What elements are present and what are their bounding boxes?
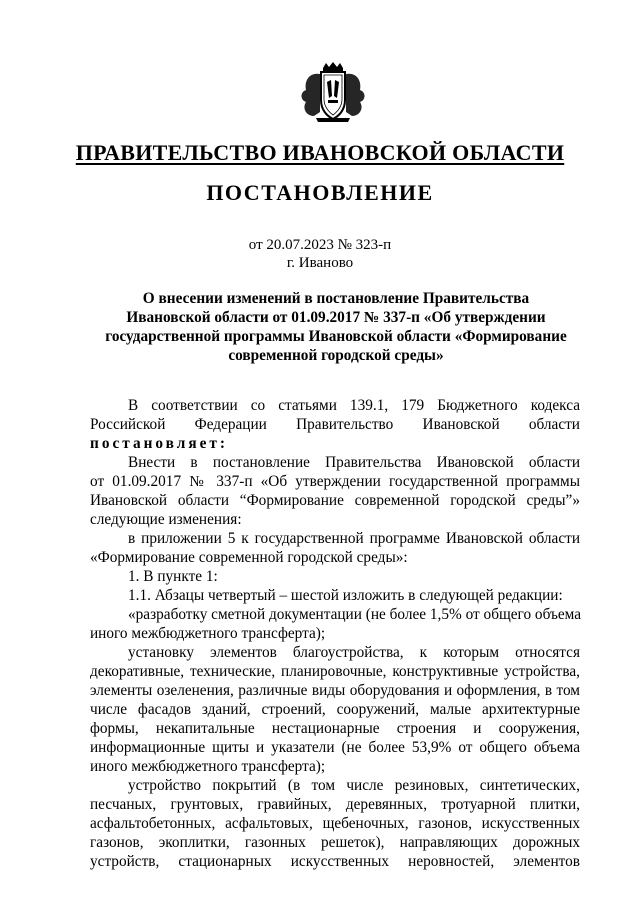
- body-line: установку элементов благоустройства, к которым относятся: [128, 644, 580, 661]
- document-date-number: от 20.07.2023 № 323-п: [248, 237, 392, 253]
- body-line: газонов, экоплитки, газонных решеток), направляющих дорожных: [90, 834, 580, 851]
- body-line: формы, некапитальные нестационарные строения и сооружения,: [90, 720, 580, 737]
- title-line: современной городской среды»: [228, 347, 444, 364]
- body-line: от 01.09.2017 № 337-п «Об утверждении государственной программы: [90, 473, 580, 490]
- decree-word: постановляет:: [90, 435, 228, 452]
- body-line: в приложении 5 к государственной программе Ивановской области: [128, 530, 580, 547]
- body-line: песчаных, грунтовых, гравийных, деревянных, тротуарной плитки,: [90, 796, 580, 813]
- body-line: В соответствии со статьями 139.1, 179 Бюджетного кодекса: [128, 397, 580, 414]
- document-title: [96, 289, 576, 365]
- body-line: информационные щиты и указатели (не более 53,9% от общего объема: [90, 739, 580, 756]
- document-body: [90, 396, 580, 871]
- body-line: иного межбюджетного трансферта);: [90, 625, 326, 642]
- body-line: числе фасадов зданий, строений, сооружений, малые архитектурные: [90, 701, 580, 718]
- body-line: следующие изменения:: [90, 511, 242, 528]
- title-line: О внесении изменений в постановление Правительства: [142, 290, 530, 307]
- body-line: устройство покрытий (в том числе резиновых, синтетических,: [128, 777, 580, 794]
- document-city: г. Иваново: [286, 255, 354, 271]
- body-line: «Формирование современной городской среды»:: [90, 549, 408, 566]
- title-line: Ивановской области от 01.09.2017 № 337-п «Об утверждении: [126, 309, 546, 326]
- organization-name: ПРАВИТЕЛЬСТВО ИВАНОВСКОЙ ОБЛАСТИ: [75, 140, 565, 165]
- body-line: иного межбюджетного трансферта);: [90, 758, 326, 775]
- coat-of-arms-icon: [296, 62, 370, 126]
- list-item: 1. В пункте 1:: [128, 568, 218, 585]
- body-line: «разработку сметной документации (не более 1,5% от общего объема: [128, 606, 582, 623]
- body-line: Внести в постановление Правительства Ивановской области: [128, 454, 580, 471]
- body-line: Российской Федерации Правительство Ивановской области: [90, 416, 580, 433]
- body-line: элементы озеленения, различные виды оборудования и оформления, в том: [90, 682, 580, 699]
- body-line: Ивановской области “Формирование современной городской среды”»: [90, 492, 580, 509]
- body-line: асфальтобетонных, асфальтовых, щебеночных, газонов, искусственных: [90, 815, 580, 832]
- body-line: декоративные, технические, планировочные, конструктивные устройства,: [90, 663, 580, 680]
- list-item: 1.1. Абзацы четвертый – шестой изложить в следующей редакции:: [128, 587, 563, 604]
- title-line: государственной программы Ивановской области «Формирование: [105, 328, 567, 345]
- document-type: ПОСТАНОВЛЕНИЕ: [206, 180, 434, 205]
- body-line: устройств, стационарных искусственных неровностей, элементов: [90, 853, 580, 870]
